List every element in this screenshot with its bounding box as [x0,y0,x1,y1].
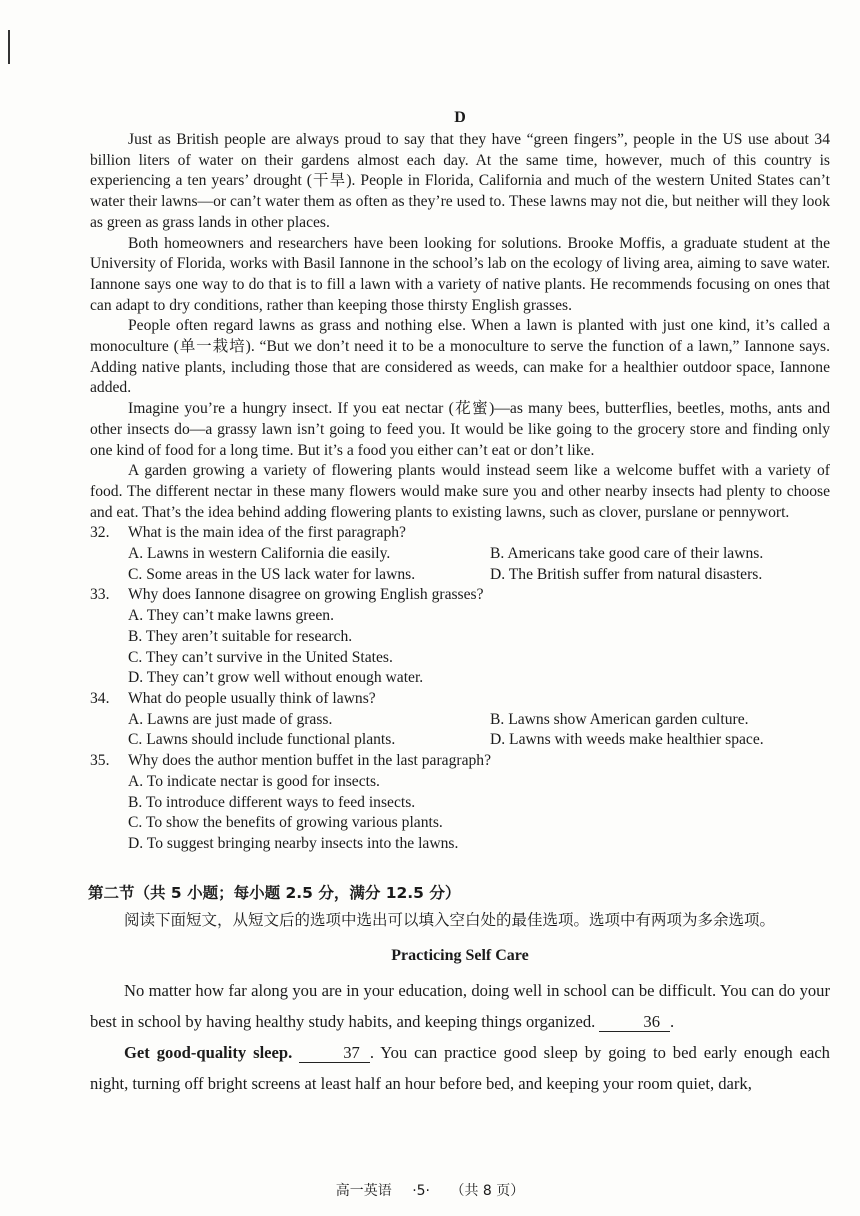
question-stem: Why does the author mention buffet in the last paragraph? [128,752,492,770]
blank-37: 37 [299,1044,370,1063]
question-number: 34. [90,689,110,707]
option-c: C. Some areas in the US lack water for lawns. [128,565,416,583]
passage-title: Practicing Self Care [391,946,529,964]
page-footer [0,1180,860,1200]
question-number: 35. [90,752,110,770]
option-b: B. Lawns show American garden culture. [490,710,749,728]
option-a: A. To indicate nectar is good for insects. [128,772,380,790]
option-a: A. Lawns in western California die easily. [128,545,391,563]
option-a: A. Lawns are just made of grass. [128,710,333,728]
question-stem: What do people usually think of lawns? [128,689,376,707]
option-b: B. They aren’t suitable for research. [128,627,353,645]
footer-total-pages: （共 8 页） [450,1183,525,1199]
option-d: D. The British suffer from natural disasters. [490,565,763,583]
paragraph-text: No matter how far along you are in your education, doing well in school can be difficult. You can do your best in school by having healthy study habits, and keeping things organized. [90,980,830,1031]
passage-paragraph-4: Imagine you’re a hungry insect. If you eat nectar (花蜜)—as many bees, butterflies, beetles, moths, ants and other insects do—a grassy lawn isn’t going to feed you. It would be like going to the grocery store and finding only one kind of food for a long time. But it’s a food you either can’t eat or don’t like. [90,400,830,459]
question-stem: What is the main idea of the first paragraph? [128,524,406,542]
question-number: 32. [90,524,110,542]
question-33 [90,585,830,689]
passage-paragraph-3: People often regard lawns as grass and nothing else. When a lawn is planted with just one kind, it’s called a monoculture (单一栽培). “But we don’t need it to be a monoculture to serve the function of a lawn,” Iannone says. Adding native plants, including those that are considered as weeds, can make for a healthier outdoor space, Iannone added. [90,317,830,397]
option-d: D. They can’t grow well without enough water. [128,669,424,687]
paragraph-heading: Get good-quality sleep. [124,1042,293,1062]
question-35 [90,751,830,855]
paragraph-text: . You can practice good sleep by going to bed early enough each night, turning off bright screens at least half an hour before bed, and keeping your room quiet, dark, [90,1042,830,1093]
blank-36: 36 [599,1013,670,1032]
passage-paragraph-5: A garden growing a variety of flowering plants would instead seem like a welcome buffet with a variety of food. The different nectar in these many flowers would make sure you and other nearby insects had plenty to choose and eat. That’s the idea behind adding flowering plants to existing lawns, such as clover, purslane or pennywort. [90,462,830,521]
passage-paragraph-2: Both homeowners and researchers have been looking for solutions. Brooke Moffis, a graduate student at the University of Florida, works with Basil Iannone in the school’s lab on the ecology of living area, aiming to save water. Iannone says one way to do that is to fill a lawn with a variety of native plants. He recommends focusing on ones that can adapt to dry conditions, rather than keeping those thirsty English grasses. [90,234,830,314]
footer-subject: 高一英语 [335,1183,392,1199]
question-34 [90,689,830,751]
question-stem: Why does Iannone disagree on growing English grasses? [128,586,484,604]
question-32 [90,523,830,585]
exam-page [90,108,830,1099]
option-d: D. Lawns with weeds make healthier space. [490,731,764,749]
part2-heading: 第二节（共 5 小题；每小题 2.5 分，满分 12.5 分） [88,883,461,902]
section-letter: D [454,109,466,126]
part2-instruction: 阅读下面短文，从短文后的选项中选出可以填入空白处的最佳选项。选项中有两项为多余选项。 [124,910,776,929]
self-care-paragraph-1: No matter how far along you are in your education, doing well in school can be difficult. You can do your best in school by having healthy study habits, and keeping things organized. 36 . [90,980,830,1031]
footer-page-number: ·5· [412,1183,430,1199]
option-c: C. They can’t survive in the United States. [128,648,393,666]
page-edge-mark [8,30,10,64]
self-care-paragraph-2 [90,1037,830,1099]
option-b: B. To introduce different ways to feed insects. [128,793,416,811]
option-c: C. To show the benefits of growing various plants. [128,814,443,832]
option-a: A. They can’t make lawns green. [128,607,334,625]
option-b: B. Americans take good care of their lawns. [490,545,764,563]
passage-paragraph-1: Just as British people are always proud to say that they have “green fingers”, people in the US use about 34 billion liters of water on their gardens almost each day. At the same time, however, much of this country is experiencing a ten years’ drought (干旱). People in Florida, California and much of the western United States can’t water their lawns—or can’t water them as often as they’re used to. These lawns may not die, but neither will they look as green as grass lands in other places. [90,131,830,231]
option-c: C. Lawns should include functional plants. [128,731,396,749]
option-d: D. To suggest bringing nearby insects into the lawns. [128,834,459,852]
question-number: 33. [90,586,110,604]
